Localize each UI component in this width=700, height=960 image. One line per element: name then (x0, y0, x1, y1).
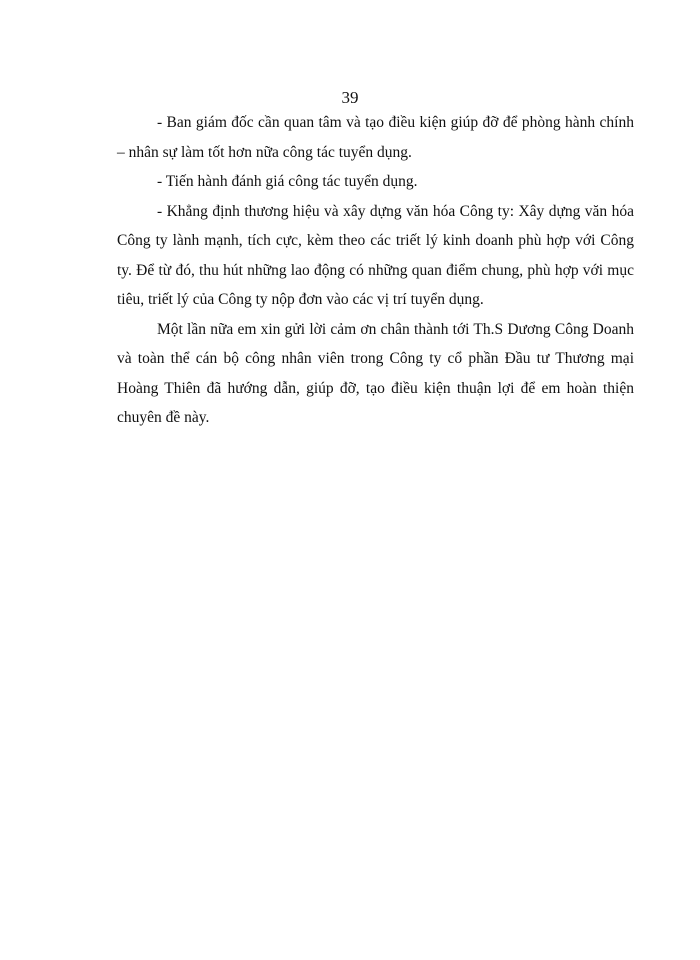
body-text (117, 108, 634, 433)
page-number: 39 (341, 88, 359, 107)
paragraph-recommendation-evaluation: - Tiến hành đánh giá công tác tuyển dụng. (157, 173, 418, 190)
paragraph-recommendation-brand-culture: - Khẳng định thương hiệu và xây dựng văn hóa Công ty: Xây dựng văn hóa Công ty lành mạnh, tích cực, kèm theo các triết lý kinh doanh phù hợp với Công ty. Để từ đó, thu hút những lao động có những quan điểm chung, phù hợp với mục tiêu, triết lý của Công ty nộp đơn vào các vị trí tuyển dụng. (117, 202, 634, 308)
paragraph-recommendation-management: - Ban giám đốc cần quan tâm và tạo điều kiện giúp đỡ để phòng hành chính – nhân sự làm tốt hơn nữa công tác tuyển dụng. (117, 114, 634, 161)
paragraph-acknowledgement: Một lần nữa em xin gửi lời cảm ơn chân thành tới Th.S Dương Công Doanh và toàn thể cán bộ công nhân viên trong Công ty cổ phần Đầu tư Thương mại Hoàng Thiên đã hướng dẫn, giúp đỡ, tạo điều kiện thuận lợi để em hoàn thiện chuyên đề này. (117, 320, 634, 426)
